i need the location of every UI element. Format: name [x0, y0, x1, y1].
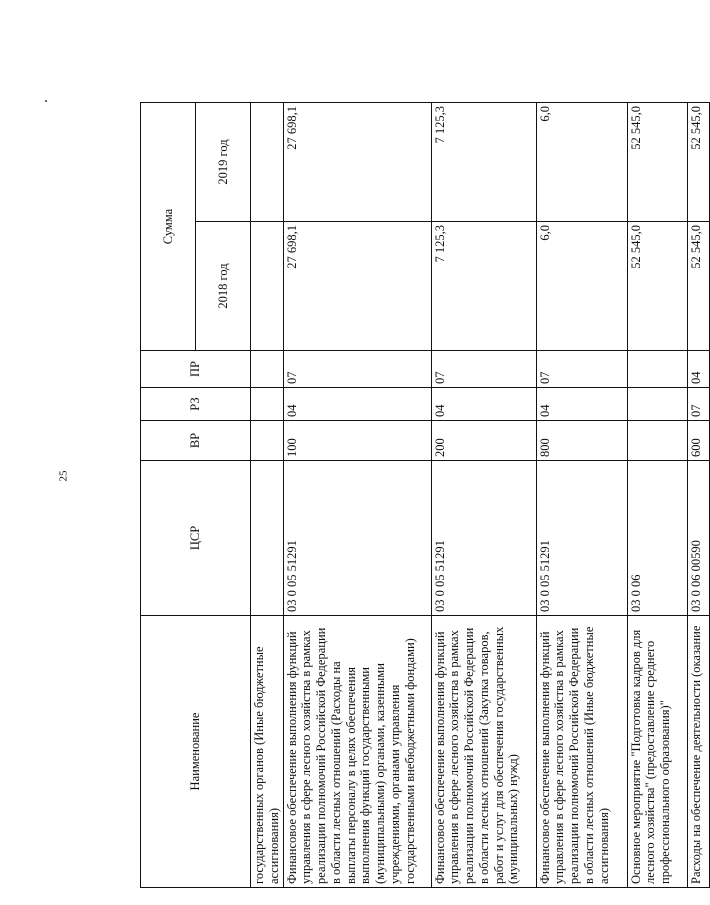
cell-vr [627, 421, 687, 461]
cell-pr: 07 [283, 351, 431, 388]
table-row [687, 103, 709, 888]
cell-csr: 03 0 06 00590 [687, 461, 709, 616]
cell-csr: 03 0 05 51291 [431, 461, 536, 616]
table-row [536, 103, 627, 888]
header-rz: РЗ [141, 388, 251, 421]
cell-vr: 800 [536, 421, 627, 461]
header-pr: ПР [141, 351, 251, 388]
cell-2019: 7 125,3 [431, 103, 536, 222]
header-2019: 2019 год [196, 103, 251, 222]
cell-csr: 03 0 05 51291 [536, 461, 627, 616]
cell-name: Финансовое обеспечение выполнения функций управления в сфере лесного хозяйства в рамках реализации полномочий Российской Федерации в области лесных отношений (Расходы на выплаты персоналу в целях обеспечения выполнения функций государственными (муниципальными) органами, казенными учреждениями, органами управления государственными внебюджетными фондами) [283, 616, 431, 888]
cell-csr: 03 0 05 51291 [283, 461, 431, 616]
cell-csr: 03 0 06 [627, 461, 687, 616]
cell-rz: 07 [687, 388, 709, 421]
header-name: Наименование [141, 616, 251, 888]
cell-pr: 04 [687, 351, 709, 388]
cell-rz: 04 [283, 388, 431, 421]
cell-pr [251, 351, 284, 388]
scan-speck [45, 100, 47, 102]
cell-2018: 52 545,0 [687, 222, 709, 351]
cell-rz [251, 388, 284, 421]
cell-vr: 200 [431, 421, 536, 461]
cell-name: государственных органов (Иные бюджетные ассигнования) [251, 616, 284, 888]
table-row [283, 103, 431, 888]
cell-name: Финансовое обеспечение выполнения функций управления в сфере лесного хозяйства в рамках реализации полномочий Российской Федерации в области лесных отношений (Иные бюджетные ассигнования) [536, 616, 627, 888]
cell-pr [627, 351, 687, 388]
rotated-page-content [140, 103, 703, 888]
cell-vr [251, 421, 284, 461]
cell-2018: 27 698,1 [283, 222, 431, 351]
cell-2019: 27 698,1 [283, 103, 431, 222]
cell-name: Основное мероприятие "Подготовка кадров для лесного хозяйства" (предоставление среднего профессионального образования)" [627, 616, 687, 888]
page-number: 25 [57, 470, 70, 482]
cell-2019: 52 545,0 [687, 103, 709, 222]
cell-rz: 04 [536, 388, 627, 421]
table-row [251, 103, 284, 888]
cell-name: Расходы на обеспечение деятельности (оказание [687, 616, 709, 888]
cell-2019 [251, 103, 284, 222]
header-sum: Сумма [141, 103, 196, 351]
header-vr: ВР [141, 421, 251, 461]
header-csr: ЦСР [141, 461, 251, 616]
cell-2019: 6,0 [536, 103, 627, 222]
cell-rz [627, 388, 687, 421]
header-2018: 2018 год [196, 222, 251, 351]
cell-rz: 04 [431, 388, 536, 421]
cell-vr: 100 [283, 421, 431, 461]
cell-pr: 07 [431, 351, 536, 388]
cell-pr: 07 [536, 351, 627, 388]
cell-2018 [251, 222, 284, 351]
cell-2019: 52 545,0 [627, 103, 687, 222]
cell-2018: 7 125,3 [431, 222, 536, 351]
cell-csr [251, 461, 284, 616]
table-row [627, 103, 687, 888]
cell-name: Финансовое обеспечение выполнения функций управления в сфере лесного хозяйства в рамках реализации полномочий Российской Федерации в области лесных отношений (Закупка товаров, работ и услуг для обеспечения государственных (муниципальных) нужд) [431, 616, 536, 888]
budget-table [140, 102, 710, 888]
table-row [431, 103, 536, 888]
cell-2018: 6,0 [536, 222, 627, 351]
cell-vr: 600 [687, 421, 709, 461]
cell-2018: 52 545,0 [627, 222, 687, 351]
